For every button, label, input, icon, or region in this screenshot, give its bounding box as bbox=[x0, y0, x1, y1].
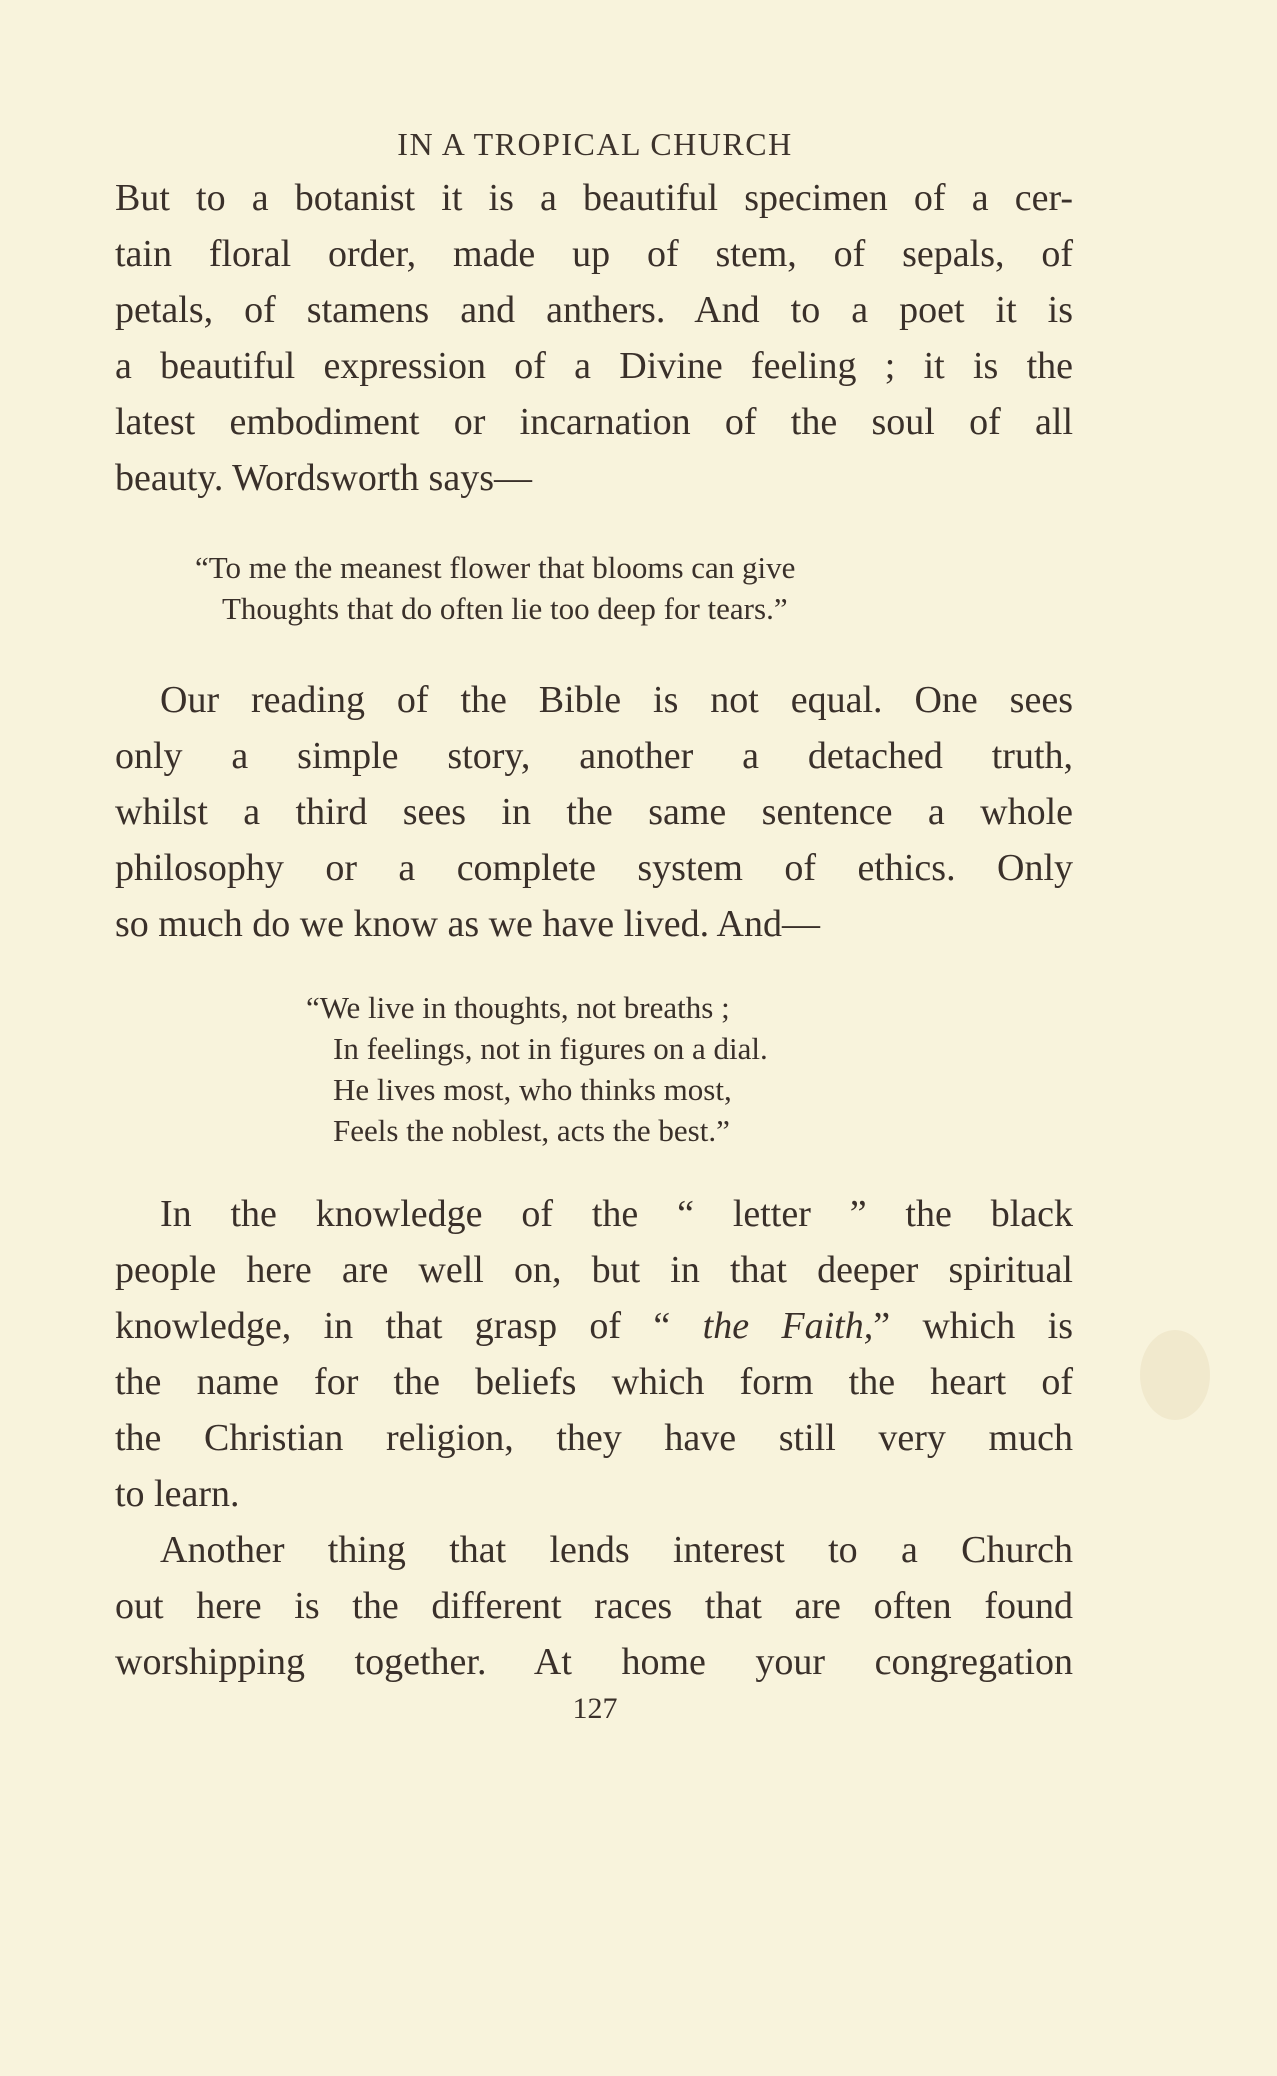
text-line: people here are well on, but in that deeper spiritual bbox=[115, 1249, 1073, 1291]
text-line-faith bbox=[115, 1298, 1073, 1354]
quote-line: He lives most, who thinks most, bbox=[333, 1072, 732, 1107]
text-line: the name for the beliefs which form the heart of bbox=[115, 1361, 1073, 1403]
paragraph-knowledge bbox=[115, 1186, 1073, 1522]
paragraph-bible-reading bbox=[115, 672, 1073, 952]
quote-line: “We live in thoughts, not breaths ; bbox=[306, 990, 730, 1025]
quote-line: “To me the meanest flower that blooms can give bbox=[195, 550, 796, 585]
text-fragment: knowledge, in that grasp of “ bbox=[115, 1305, 703, 1347]
faith-italic: the Faith, bbox=[702, 1305, 874, 1347]
text-fragment: ” which is bbox=[873, 1305, 1073, 1347]
text-line: the Christian religion, they have still very much bbox=[115, 1417, 1073, 1459]
text-line: tain floral order, made up of stem, of sepals, of bbox=[115, 233, 1073, 275]
text-line: so much do we know as we have lived. And— bbox=[115, 903, 820, 945]
text-line: out here is the different races that are often found bbox=[115, 1585, 1073, 1627]
poem-quote bbox=[306, 987, 768, 1151]
wordsworth-quote bbox=[195, 547, 795, 629]
quote-line: In feelings, not in figures on a dial. bbox=[333, 1031, 768, 1066]
paper-stain bbox=[1140, 1330, 1210, 1420]
text-line: beauty. Wordsworth says— bbox=[115, 457, 532, 499]
text-line: whilst a third sees in the same sentence a whole bbox=[115, 791, 1073, 833]
text-line: a beautiful expression of a Divine feeling ; it is the bbox=[115, 345, 1073, 387]
running-head: IN A TROPICAL CHURCH bbox=[397, 126, 793, 162]
text-line: But to a botanist it is a beautiful specimen of a cer- bbox=[115, 177, 1073, 219]
text-line: petals, of stamens and anthers. And to a poet it is bbox=[115, 289, 1073, 331]
text-line: only a simple story, another a detached truth, bbox=[115, 735, 1073, 777]
text-line: latest embodiment or incarnation of the soul of all bbox=[115, 401, 1073, 443]
text-line: to learn. bbox=[115, 1473, 240, 1515]
page-number: 127 bbox=[572, 1692, 618, 1725]
text-line: worshipping together. At home your congregation bbox=[115, 1641, 1073, 1683]
paragraph-races bbox=[115, 1522, 1073, 1690]
text-line: Our reading of the Bible is not equal. One sees bbox=[160, 679, 1073, 721]
quote-line: Thoughts that do often lie too deep for tears.” bbox=[222, 591, 788, 626]
text-line: In the knowledge of the “ letter ” the black bbox=[160, 1193, 1073, 1235]
paragraph-botanist bbox=[115, 170, 1073, 506]
text-line: Another thing that lends interest to a Church bbox=[160, 1529, 1073, 1571]
text-line: philosophy or a complete system of ethics. Only bbox=[115, 847, 1073, 889]
quote-line: Feels the noblest, acts the best.” bbox=[333, 1113, 730, 1148]
